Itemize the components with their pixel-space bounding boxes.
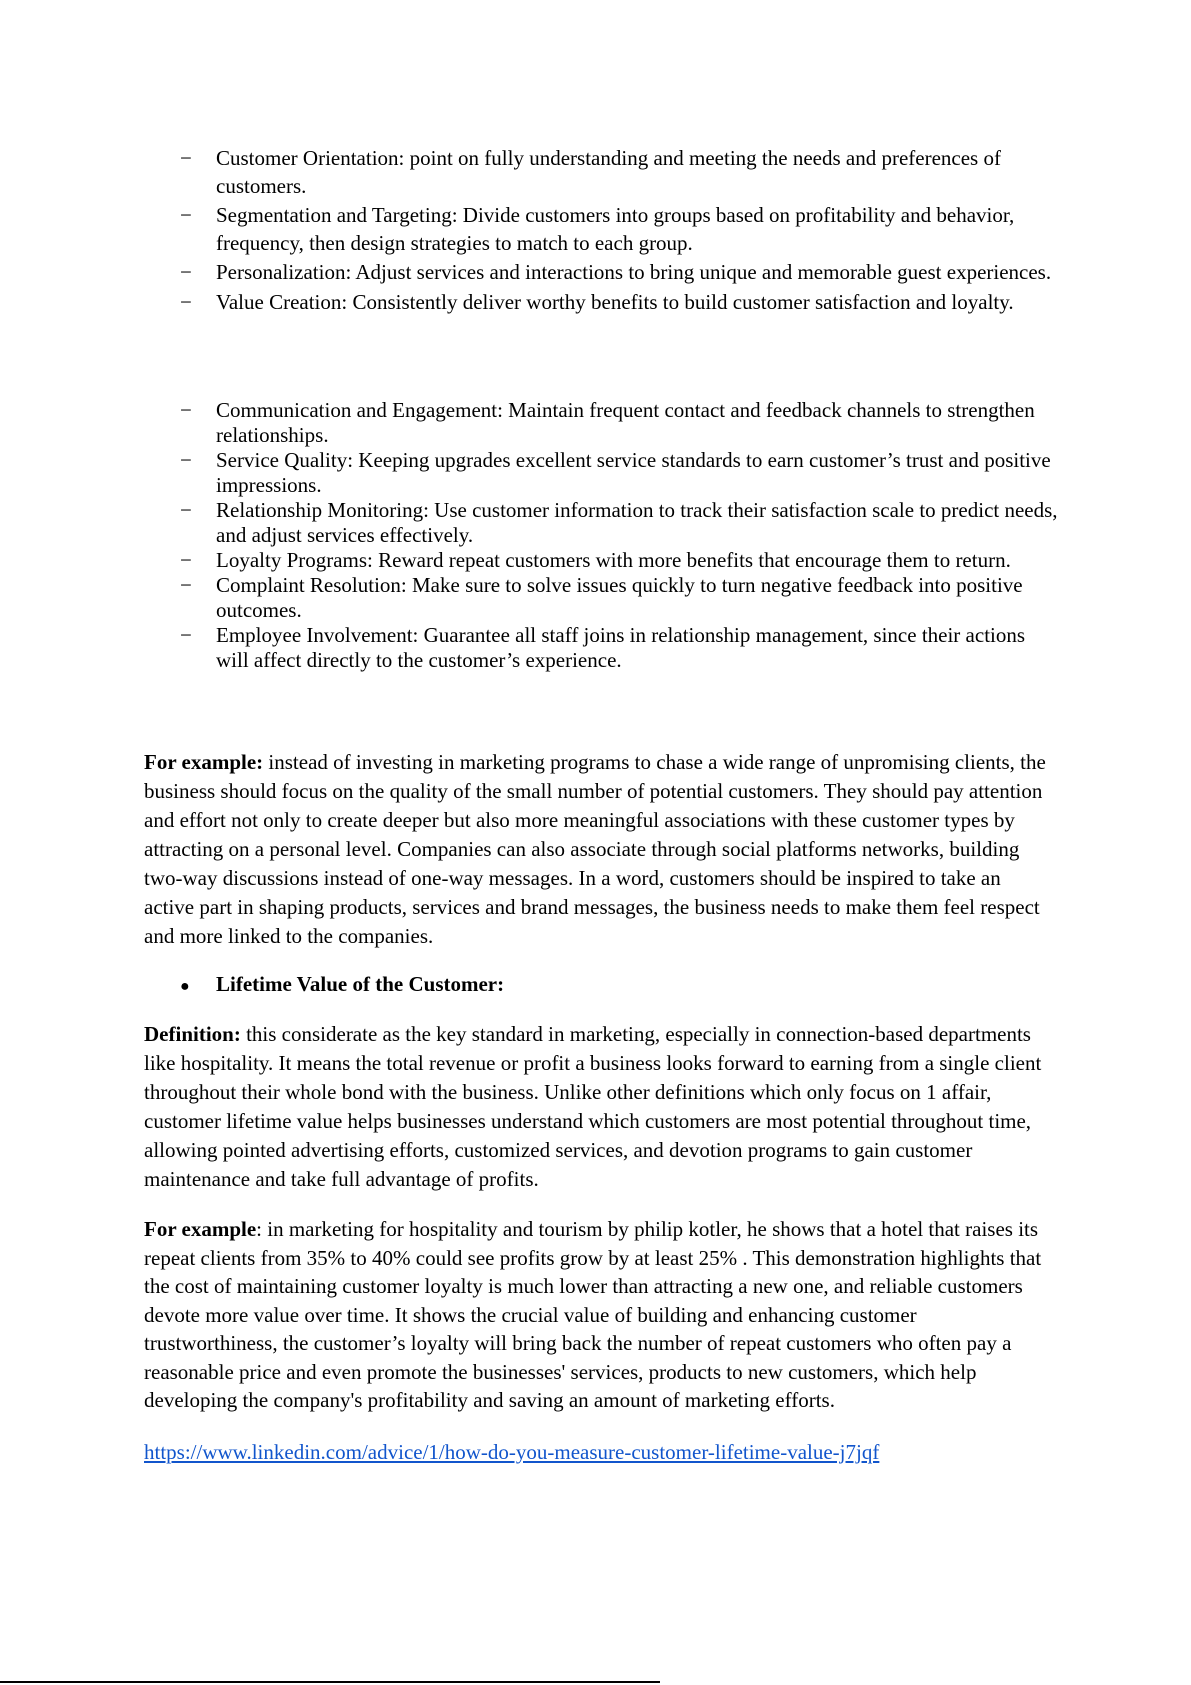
list-item: [180, 573, 1060, 623]
list-item-text: Complaint Resolution: Make sure to solve issues quickly to turn negative feedback into positive outcomes.: [216, 573, 1023, 622]
list-item-text: Customer Orientation: point on fully understanding and meeting the needs and preferences of customers.: [216, 146, 1001, 198]
list-item: [180, 144, 1060, 200]
list-item-text: Segmentation and Targeting: Divide customers into groups based on profitability and behavior, frequency, then design strategies to match to each group.: [216, 203, 1015, 255]
dash-marker: −: [180, 573, 192, 597]
list-item-text: Service Quality: Keeping upgrades excellent service standards to earn customer’s trust and positive impressions.: [216, 448, 1051, 497]
dash-marker: −: [180, 498, 192, 522]
dash-marker: −: [180, 623, 192, 647]
list-item-text: Personalization: Adjust services and interactions to bring unique and memorable guest experiences.: [216, 260, 1052, 284]
dash-marker: −: [180, 260, 192, 284]
list-item: [180, 258, 1060, 286]
dash-marker: −: [180, 146, 192, 170]
definition-label: Definition:: [144, 1022, 241, 1046]
definition-paragraph: [144, 1020, 1049, 1194]
dash-marker: −: [180, 448, 192, 472]
principles-list-part-2: [180, 398, 1060, 673]
list-item-text: Loyalty Programs: Reward repeat customers with more benefits that encourage them to return.: [216, 548, 1011, 572]
principles-list-part-1: [180, 144, 1060, 318]
definition-text: this considerate as the key standard in marketing, especially in connection-based departments like hospitality. It means the total revenue or profit a business looks forward to earning from a single client throughout their whole bond with the business. Unlike other definitions which only focus on 1 affair, customer lifetime value helps businesses understand which customers are most potential throughout time, allowing pointed advertising efforts, customized services, and devotion programs to gain customer maintenance and take full advantage of profits.: [144, 1022, 1042, 1191]
dash-marker: −: [180, 548, 192, 572]
dash-marker: −: [180, 203, 192, 227]
example-text: : in marketing for hospitality and tourism by philip kotler, he shows that a hotel that raises its repeat clients from 35% to 40% could see profits grow by at least 25% . This demonstration highlights that the cost of maintaining customer loyalty is much lower than attracting a new one, and reliable customers devote more value over time. It shows the crucial value of building and enhancing customer trustworthiness, the customer’s loyalty will bring back the number of repeat customers who often pay a reasonable price and even promote the businesses' services, products to new customers, which help developing the company's profitability and saving an amount of marketing efforts.: [144, 1217, 1042, 1412]
list-item-text: Employee Involvement: Guarantee all staff joins in relationship management, since their actions will affect directly to the customer’s experience.: [216, 623, 1026, 672]
list-item: [180, 548, 1060, 573]
example-paragraph-2: [144, 1215, 1049, 1415]
list-item: [180, 498, 1060, 548]
bullet-dot-icon: ●: [180, 978, 190, 995]
page-bottom-rule: [0, 1681, 660, 1683]
list-item-text: Value Creation: Consistently deliver worthy benefits to build customer satisfaction and loyalty.: [216, 290, 1014, 314]
list-item: [180, 287, 1060, 317]
section-heading: [180, 972, 504, 997]
list-item-text: Relationship Monitoring: Use customer information to track their satisfaction scale to predict needs, and adjust services effectively.: [216, 498, 1058, 547]
section-heading-text: Lifetime Value of the Customer:: [216, 972, 505, 996]
example-label: For example: [144, 1217, 257, 1241]
example-text: instead of investing in marketing programs to chase a wide range of unpromising clients, the business should focus on the quality of the small number of potential customers. They should pay attention and effort not only to create deeper but also more meaningful associations with these customer types by attracting on a personal level. Companies can also associate through social platforms networks, building two-way discussions instead of one-way messages. In a word, customers should be inspired to take an active part in shaping products, services and brand messages, the business needs to make them feel respect and more linked to the companies.: [144, 750, 1046, 948]
list-item: [180, 398, 1060, 448]
reference-link[interactable]: https://www.linkedin.com/advice/1/how-do-you-measure-customer-lifetime-value-j7jqf: [144, 1440, 880, 1464]
example-label: For example:: [144, 750, 264, 774]
list-item-text: Communication and Engagement: Maintain frequent contact and feedback channels to strengthen relationships.: [216, 398, 1035, 447]
dash-marker: −: [180, 290, 192, 314]
list-item: [180, 623, 1060, 673]
list-item: [180, 201, 1060, 257]
list-item: [180, 448, 1060, 498]
dash-marker: −: [180, 398, 192, 422]
example-paragraph-1: [144, 748, 1049, 951]
